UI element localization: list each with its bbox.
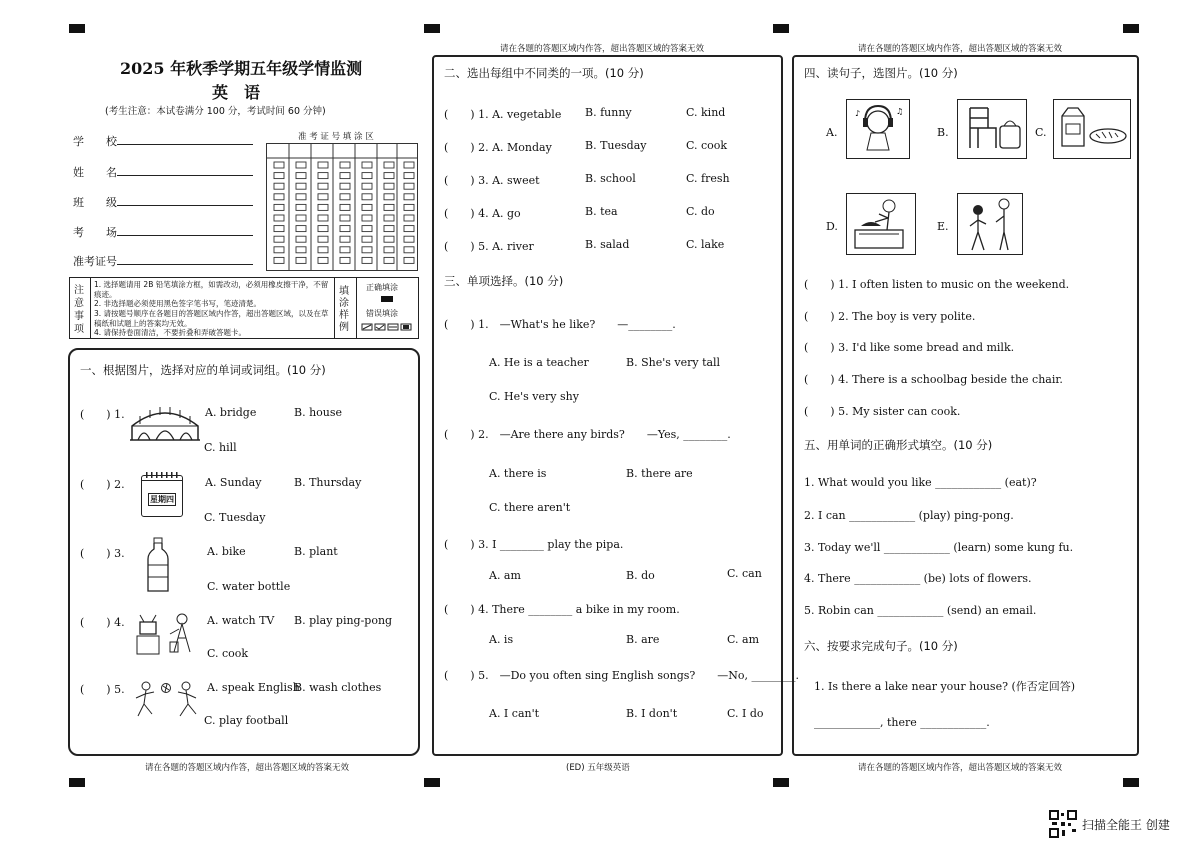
cook-icon: [847, 194, 915, 254]
s4-q2: ( ) 2. The boy is very polite.: [804, 310, 976, 323]
s3-q1-option-c[interactable]: C. He's very shy: [489, 390, 579, 403]
instruction-4: 4. 请保持卷面清洁，不要折叠和弄破答题卡。: [94, 328, 247, 337]
answer-area-note: 请在各题的答题区域内作答，超出答题区域的答案无效: [858, 763, 1063, 773]
s1-q3-option-b[interactable]: B. plant: [294, 545, 338, 558]
section2-title: 二、选出每组中不同类的一项。(10 分): [444, 66, 644, 80]
id-grid-bubble[interactable]: [274, 183, 284, 189]
s3-q2-option-c[interactable]: C. there aren't: [489, 501, 571, 514]
s3-q5-option-a[interactable]: A. I can't: [489, 707, 540, 720]
id-label: 准考证号: [73, 255, 117, 268]
s2-q3-option-c[interactable]: C. fresh: [686, 172, 730, 185]
id-grid-bubble[interactable]: [384, 226, 394, 232]
id-grid-bubble[interactable]: [404, 162, 414, 168]
chair-bag-picture: [957, 99, 1027, 159]
id-grid-bubble[interactable]: [296, 162, 306, 168]
id-grid-bubble[interactable]: [274, 257, 284, 263]
s1-q2-num: ( ) 2.: [80, 478, 125, 491]
svg-text:♪: ♪: [855, 109, 861, 118]
s1-q1-option-a[interactable]: A. bridge: [205, 406, 257, 419]
s1-q3-option-c[interactable]: C. water bottle: [207, 580, 291, 593]
id-grid-bubble[interactable]: [340, 183, 350, 189]
qr-code-icon: [1049, 810, 1077, 838]
id-grid-bubble[interactable]: [340, 162, 350, 168]
s3-q3-option-a[interactable]: A. am: [489, 569, 521, 582]
s3-q4-option-a[interactable]: A. is: [489, 633, 514, 646]
s2-q2-option-b[interactable]: B. Tuesday: [585, 139, 647, 152]
id-grid-bubble[interactable]: [404, 215, 414, 221]
section1-title: 一、根据图片，选择对应的单词或词组。(10 分): [80, 363, 326, 377]
id-grid-bubble[interactable]: [318, 226, 328, 232]
s2-q3-option-b[interactable]: B. school: [585, 172, 636, 185]
calendar-text: 星期四: [150, 495, 174, 504]
id-grid-bubble[interactable]: [362, 162, 372, 168]
middle-panel: [432, 55, 783, 756]
class-label: 班 级: [73, 196, 117, 209]
id-grid-bubble[interactable]: [318, 215, 328, 221]
wrong-fill-label: 错误填涂: [366, 309, 398, 318]
id-grid-bubble[interactable]: [318, 194, 328, 200]
s4-label-d: D.: [826, 220, 838, 233]
polite-boy-picture: [957, 193, 1023, 255]
answer-area-note: 请在各题的答题区域内作答，超出答题区域的答案无效: [858, 44, 1063, 54]
id-grid-bubble[interactable]: [318, 236, 328, 242]
registration-mark: [1123, 24, 1139, 33]
s3-q4-stem: ( ) 4. There ________ a bike in my room.: [444, 603, 680, 616]
id-grid-bubble[interactable]: [296, 247, 306, 253]
polite-boy-icon: [958, 194, 1022, 254]
s5-q4: 4. There ____________ (be) lots of flowers.: [804, 572, 1032, 585]
cooking-picture: [846, 193, 916, 255]
id-grid-bubble[interactable]: [384, 257, 394, 263]
chair-icon: [958, 100, 1026, 158]
id-grid-bubble[interactable]: [384, 162, 394, 168]
id-field[interactable]: [117, 264, 253, 265]
id-grid-bubble[interactable]: [318, 247, 328, 253]
s2-q1-option-b[interactable]: B. funny: [585, 106, 632, 119]
id-grid-bubble[interactable]: [362, 215, 372, 221]
room-field[interactable]: [117, 235, 253, 236]
s3-q1-option-b[interactable]: B. She's very tall: [626, 356, 721, 369]
svg-text:♫: ♫: [896, 107, 904, 116]
s3-q1-stem: ( ) 1. —What's he like? —________.: [444, 318, 676, 331]
id-grid-bubble[interactable]: [384, 247, 394, 253]
s3-q5-option-c[interactable]: C. I do: [727, 707, 764, 720]
wrong-fill-samples: [360, 322, 416, 332]
id-fill-grid-cells: [267, 144, 417, 270]
s2-q3-stem: ( ) 3. A. sweet: [444, 174, 540, 187]
id-grid-bubble[interactable]: [384, 204, 394, 210]
s3-q1-option-a[interactable]: A. He is a teacher: [489, 356, 589, 369]
instruction-1: 1. 选择题请用 2B 铅笔填涂方框，如需改动，必须用橡皮擦干净，不留痕迹。: [94, 280, 329, 299]
exam-notice: (考生注意：本试卷满分 100 分，考试时间 60 分钟): [105, 106, 326, 117]
calendar-icon: [141, 475, 183, 517]
id-grid-bubble[interactable]: [318, 162, 328, 168]
id-grid-bubble[interactable]: [340, 173, 350, 179]
id-grid-bubble[interactable]: [362, 226, 372, 232]
bread-milk-picture: [1053, 99, 1131, 159]
s4-label-c: C.: [1035, 126, 1047, 139]
id-grid-bubble[interactable]: [296, 226, 306, 232]
id-fill-grid[interactable]: [266, 143, 418, 271]
s1-q2-option-b[interactable]: B. Thursday: [294, 476, 362, 489]
exam-title: 2025 年秋季学期五年级学情监测: [120, 59, 363, 78]
id-grid-bubble[interactable]: [362, 247, 372, 253]
id-grid-bubble[interactable]: [318, 173, 328, 179]
s1-q4-option-a[interactable]: A. watch TV: [207, 614, 275, 627]
id-grid-bubble[interactable]: [340, 247, 350, 253]
footer-page-label: (ED) 五年级英语: [566, 763, 630, 773]
s4-label-a: A.: [826, 126, 838, 139]
id-grid-bubble[interactable]: [318, 257, 328, 263]
s2-q4-option-b[interactable]: B. tea: [585, 205, 618, 218]
class-field[interactable]: [117, 205, 253, 206]
s6-q1: 1. Is there a lake near your house? (作否定回答): [814, 680, 1076, 693]
s5-q3: 3. Today we'll ____________ (learn) some kung fu.: [804, 541, 1074, 554]
id-grid-bubble[interactable]: [362, 236, 372, 242]
id-grid-title: 准 考 证 号 填 涂 区: [298, 132, 374, 142]
id-grid-bubble[interactable]: [404, 226, 414, 232]
id-grid-bubble[interactable]: [296, 257, 306, 263]
id-grid-bubble[interactable]: [362, 194, 372, 200]
s1-q4-option-b[interactable]: B. play ping-pong: [294, 614, 393, 627]
s6-q1-answer-line[interactable]: ____________, there ____________.: [814, 716, 990, 729]
registration-mark: [424, 778, 440, 787]
s2-q2-option-c[interactable]: C. cook: [686, 139, 728, 152]
s3-q3-option-c[interactable]: C. can: [727, 567, 762, 580]
id-grid-bubble[interactable]: [384, 173, 394, 179]
id-grid-bubble[interactable]: [274, 236, 284, 242]
s3-q4-option-b[interactable]: B. are: [626, 633, 660, 646]
section5-title: 五、用单词的正确形式填空。(10 分): [804, 438, 993, 452]
s4-label-e: E.: [937, 220, 949, 233]
id-grid-bubble[interactable]: [384, 194, 394, 200]
s2-q5-option-b[interactable]: B. salad: [585, 238, 630, 251]
id-grid-bubble[interactable]: [274, 215, 284, 221]
s2-q5-stem: ( ) 5. A. river: [444, 240, 534, 253]
id-grid-bubble[interactable]: [384, 236, 394, 242]
s3-q3-option-b[interactable]: B. do: [626, 569, 655, 582]
s2-q1-stem: ( ) 1. A. vegetable: [444, 108, 562, 121]
s1-q5-num: ( ) 5.: [80, 683, 125, 696]
id-grid-bubble[interactable]: [404, 183, 414, 189]
s4-label-b: B.: [937, 126, 949, 139]
fill-sample-label: 填涂样例: [339, 286, 349, 333]
exam-subject: 英 语: [212, 83, 261, 102]
id-grid-bubble[interactable]: [384, 183, 394, 189]
id-grid-bubble[interactable]: [362, 257, 372, 263]
registration-mark: [69, 778, 85, 787]
s4-q3: ( ) 3. I'd like some bread and milk.: [804, 341, 1015, 354]
id-grid-bubble[interactable]: [362, 183, 372, 189]
s5-q1: 1. What would you like ____________ (eat)?: [804, 476, 1037, 489]
s4-q4: ( ) 4. There is a schoolbag beside the chair.: [804, 373, 1063, 386]
id-grid-bubble[interactable]: [404, 247, 414, 253]
registration-mark: [424, 24, 440, 33]
room-label: 考 场: [73, 226, 117, 239]
s2-q4-option-c[interactable]: C. do: [686, 205, 715, 218]
id-grid-bubble[interactable]: [296, 194, 306, 200]
id-grid-bubble[interactable]: [318, 204, 328, 210]
id-grid-bubble[interactable]: [362, 173, 372, 179]
s3-q4-option-c[interactable]: C. am: [727, 633, 760, 646]
s2-q4-stem: ( ) 4. A. go: [444, 207, 521, 220]
name-label: 姓 名: [73, 166, 117, 179]
s1-q1-option-c[interactable]: C. hill: [204, 441, 237, 454]
s1-q4-num: ( ) 4.: [80, 616, 125, 629]
instruction-3: 3. 请按题号顺序在各题目的答题区域内作答，超出答题区域，以及在草稿纸和试题上的答案均无效。: [94, 309, 329, 328]
s1-q2-option-c[interactable]: C. Tuesday: [204, 511, 266, 524]
s5-q2: 2. I can ____________ (play) ping-pong.: [804, 509, 1014, 522]
id-grid-bubble[interactable]: [296, 215, 306, 221]
correct-fill-sample: [381, 296, 393, 302]
id-grid-bubble[interactable]: [404, 204, 414, 210]
s1-q1-num: ( ) 1.: [80, 408, 125, 421]
s1-q2-option-a[interactable]: A. Sunday: [205, 476, 262, 489]
s1-q5-option-a[interactable]: A. speak English: [207, 681, 300, 694]
id-grid-bubble[interactable]: [274, 226, 284, 232]
headphones-icon: [847, 100, 909, 158]
id-grid-bubble[interactable]: [362, 204, 372, 210]
s3-q2-option-a[interactable]: A. there is: [489, 467, 547, 480]
id-grid-bubble[interactable]: [340, 257, 350, 263]
music-picture: [846, 99, 910, 159]
id-grid-bubble[interactable]: [340, 194, 350, 200]
s5-q5: 5. Robin can ____________ (send) an email.: [804, 604, 1037, 617]
s2-q2-stem: ( ) 2. A. Monday: [444, 141, 552, 154]
id-grid-bubble[interactable]: [340, 215, 350, 221]
id-grid-bubble[interactable]: [274, 162, 284, 168]
id-grid-bubble[interactable]: [296, 183, 306, 189]
s3-q5-stem: ( ) 5. —Do you often sing English songs? —No, ________.: [444, 669, 800, 682]
s2-q5-option-c[interactable]: C. lake: [686, 238, 725, 251]
tv-icon: [134, 612, 196, 656]
bottle-icon: [146, 537, 170, 593]
s1-q1-option-b[interactable]: B. house: [294, 406, 343, 419]
id-grid-bubble[interactable]: [404, 173, 414, 179]
s1-q3-option-a[interactable]: A. bike: [207, 545, 246, 558]
answer-area-note: 请在各题的答题区域内作答，超出答题区域的答案无效: [145, 763, 350, 773]
s3-q5-option-b[interactable]: B. I don't: [626, 707, 678, 720]
section6-title: 六、按要求完成句子。(10 分): [804, 639, 958, 653]
section4-title: 四、读句子，选图片。(10 分): [804, 66, 958, 80]
id-grid-bubble[interactable]: [274, 204, 284, 210]
s1-q4-option-c[interactable]: C. cook: [207, 647, 249, 660]
name-field[interactable]: [117, 175, 253, 176]
football-icon: [134, 678, 200, 720]
instruction-2: 2. 非选择题必须使用黑色签字笔书写，笔迹清楚。: [94, 299, 262, 308]
id-grid-bubble[interactable]: [274, 173, 284, 179]
section3-title: 三、单项选择。(10 分): [444, 274, 564, 288]
s4-q1: ( ) 1. I often listen to music on the weekend.: [804, 278, 1070, 291]
id-grid-bubble[interactable]: [296, 173, 306, 179]
s2-q1-option-c[interactable]: C. kind: [686, 106, 726, 119]
id-grid-bubble[interactable]: [384, 215, 394, 221]
id-grid-bubble[interactable]: [340, 204, 350, 210]
id-grid-bubble[interactable]: [274, 247, 284, 253]
bread-milk-icon: [1054, 100, 1130, 158]
s3-q2-option-b[interactable]: B. there are: [626, 467, 693, 480]
watermark-text: 扫描全能王 创建: [1082, 818, 1170, 832]
registration-mark: [773, 24, 789, 33]
id-grid-bubble[interactable]: [404, 194, 414, 200]
id-grid-bubble[interactable]: [404, 236, 414, 242]
id-grid-bubble[interactable]: [296, 236, 306, 242]
id-grid-bubble[interactable]: [296, 204, 306, 210]
registration-mark: [1123, 778, 1139, 787]
correct-fill-label: 正确填涂: [366, 283, 398, 292]
instructions-label: 注意事项: [74, 285, 84, 335]
registration-mark: [69, 24, 85, 33]
s1-q5-option-c[interactable]: C. play football: [204, 714, 289, 727]
id-grid-bubble[interactable]: [318, 183, 328, 189]
id-grid-bubble[interactable]: [340, 236, 350, 242]
id-grid-bubble[interactable]: [340, 226, 350, 232]
instructions-box: [69, 277, 419, 339]
s1-q5-option-b[interactable]: B. wash clothes: [294, 681, 382, 694]
registration-mark: [773, 778, 789, 787]
school-field[interactable]: [117, 144, 253, 145]
s3-q2-stem: ( ) 2. —Are there any birds? —Yes, ________.: [444, 428, 731, 441]
s3-q3-stem: ( ) 3. I ________ play the pipa.: [444, 538, 624, 551]
school-label: 学 校: [73, 135, 117, 148]
s1-q3-num: ( ) 3.: [80, 547, 125, 560]
answer-area-note: 请在各题的答题区域内作答，超出答题区域的答案无效: [500, 44, 705, 54]
id-grid-bubble[interactable]: [274, 194, 284, 200]
id-grid-bubble[interactable]: [404, 257, 414, 263]
s4-q5: ( ) 5. My sister can cook.: [804, 405, 961, 418]
bridge-icon: [130, 404, 200, 442]
